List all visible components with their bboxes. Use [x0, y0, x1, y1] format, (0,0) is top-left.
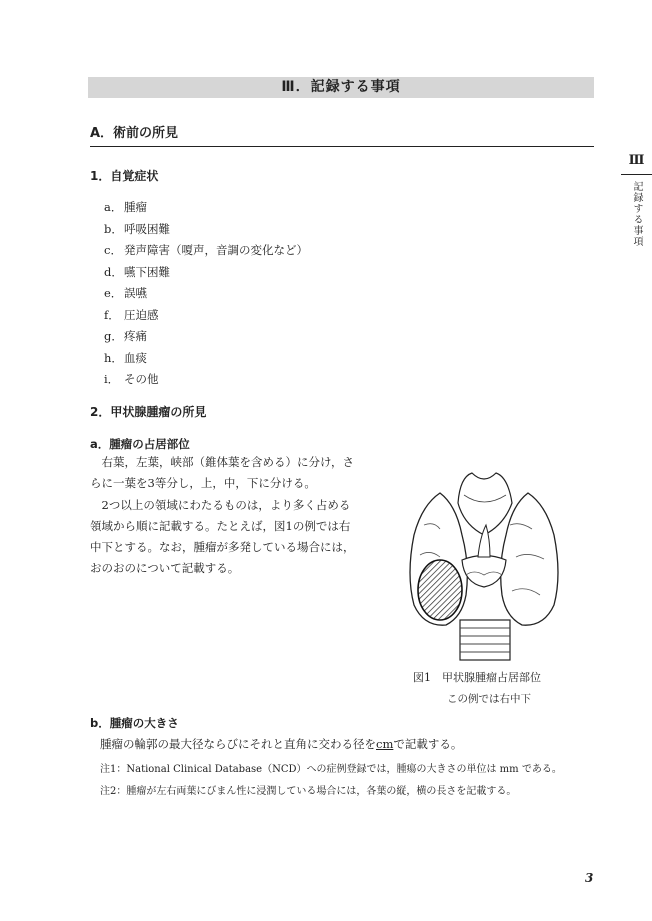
- list-item: g．疼痛: [104, 329, 147, 343]
- heading-tumor-location: a．腫瘤の占居部位: [90, 437, 190, 451]
- list-item: f． 圧迫感: [104, 307, 159, 322]
- paragraph-1: 右葉，左葉，峡部（錐体葉を含める）に分け，さらに一葉を3等分し，上，中，下に分ける。: [90, 455, 355, 491]
- section-heading-a: A．術前の所見: [90, 122, 594, 147]
- list-item: a． 腫瘤: [104, 200, 147, 214]
- figure-caption: [413, 669, 583, 706]
- unit-cm: cm: [376, 737, 394, 751]
- symptom-list: [104, 197, 308, 391]
- paragraph-2: 2つ以上の領域にわたるものは，より多く占める領域から順に記載する。たとえば，図1の例では右中下とする。なお，腫瘤が多発している場合には，おのおのについて記載する。: [90, 497, 355, 576]
- note-2: 注2：腫瘤が左右両葉にびまん性に浸潤している場合には，各葉の縦，横の長さを記載する。: [100, 786, 517, 797]
- chapter-title: Ⅲ．記録する事項: [88, 77, 594, 98]
- thyroid-figure: [400, 465, 568, 665]
- figure-caption-sub: この例では右中下: [447, 693, 531, 705]
- list-item: d．嚥下困難: [104, 264, 170, 279]
- list-item: i． その他: [104, 372, 159, 386]
- side-tab-label: 記録する事項: [631, 181, 642, 247]
- list-item: h．血痰: [104, 350, 147, 365]
- size-description: 腫瘤の輪郭の最大径ならびにそれと直角に交わる径をcmで記載する。: [100, 737, 463, 751]
- subsection-heading-2: 2．甲状腺腫瘤の所見: [90, 405, 207, 419]
- side-tab: [621, 153, 652, 251]
- side-tab-number: Ⅲ: [628, 153, 645, 168]
- page-number: 3: [585, 871, 594, 885]
- thyroid-illustration: [400, 465, 568, 665]
- list-item: e． 誤嚥: [104, 286, 147, 300]
- figure-caption-title: 図1 甲状腺腫瘤占居部位: [413, 671, 541, 684]
- list-item: b．呼吸困難: [104, 221, 170, 236]
- location-description: [90, 452, 358, 580]
- list-item: c． 発声障害（嗄声，音調の変化など）: [104, 243, 308, 257]
- note-1: 注1：National Clinical Database（NCD）への症例登録では，腫瘍の大きさの単位は mm である。: [100, 764, 562, 775]
- side-tab-divider: [621, 174, 652, 175]
- subsection-heading-1: 1．自覚症状: [90, 169, 159, 183]
- heading-tumor-size: b．腫瘤の大きさ: [90, 716, 179, 730]
